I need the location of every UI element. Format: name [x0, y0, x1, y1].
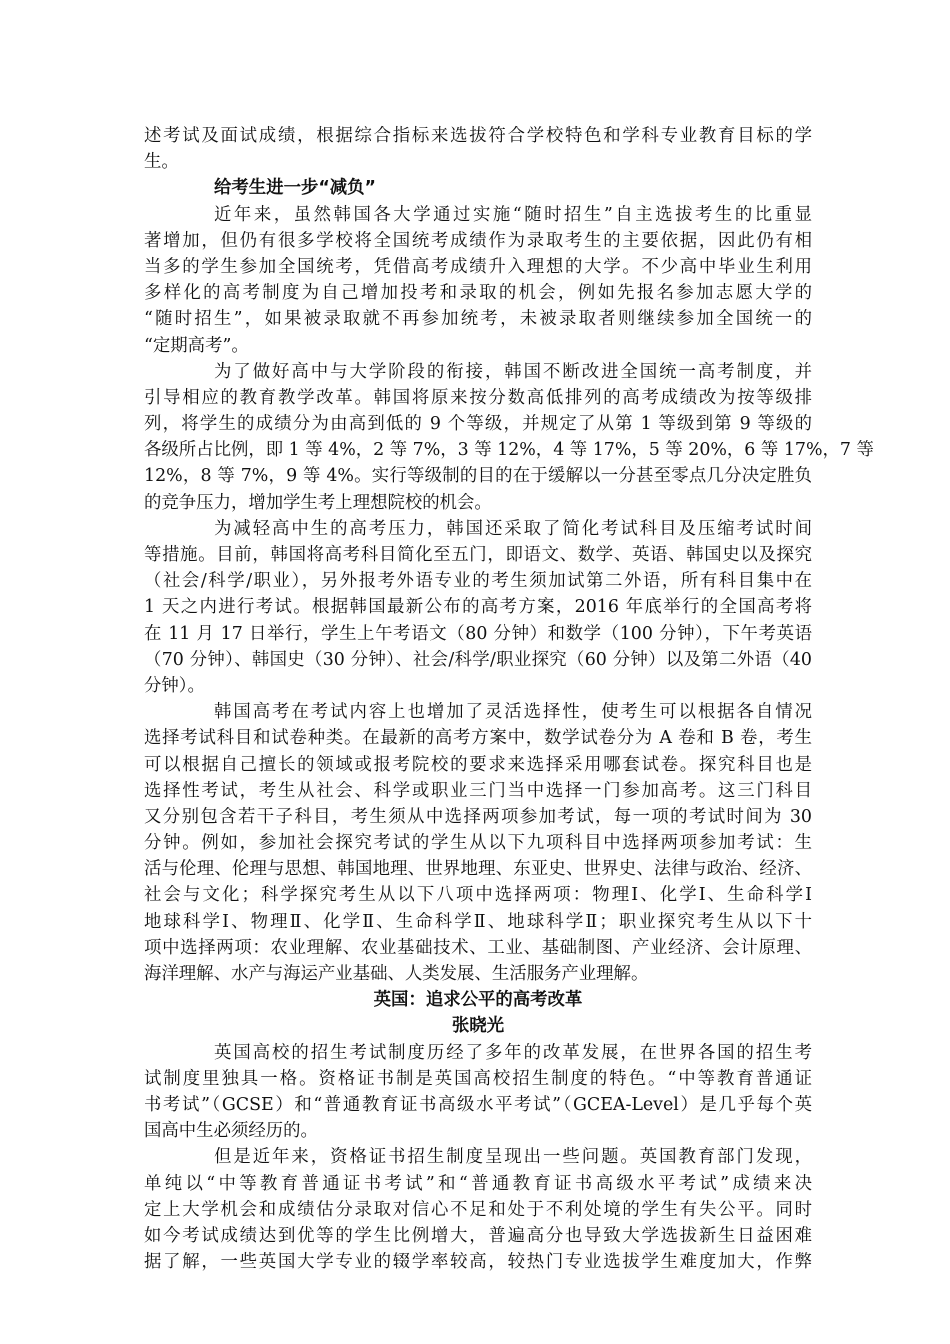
- paragraph-line: 多样化的高考制度为自己增加投考和录取的机会，例如先报名参加志愿大学的: [144, 283, 812, 304]
- paragraph-line: 项中选择两项：农业理解、农业基础技术、工业、基础制图、产业经济、会计原理、: [144, 937, 812, 958]
- paragraph-line: 等措施。目前，韩国将高考科目简化至五门，即语文、数学、英语、韩国史以及探究: [144, 545, 812, 565]
- paragraph-line: 如今考试成绩达到优等的学生比例增大，普遍高分也导致大学选拔新生日益困难: [144, 1225, 812, 1246]
- paragraph-line: 试制度里独具一格。资格证书制是英国高校招生制度的特色。“中等教育普通证: [144, 1068, 812, 1089]
- paragraph-line: 社会与文化；科学探究考生从以下八项中选择两项：物理Ⅰ、化学Ⅰ、生命科学Ⅰ: [144, 885, 812, 906]
- paragraph-line: 选择性考试，考生从社会、科学或职业三门当中选择一门参加高考。这三门科目: [144, 780, 812, 801]
- paragraph-line: 单纯以“中等教育普通证书考试”和“普通教育证书高级水平考试”成绩来决: [144, 1173, 812, 1194]
- paragraph: [144, 699, 812, 987]
- paragraph-line: 为减轻高中生的高考压力，韩国还采取了简化考试科目及压缩考试时间: [214, 518, 812, 539]
- paragraph: [144, 123, 812, 175]
- paragraph-line: 述考试及面试成绩，根据综合指标来选拔符合学校特色和学科专业教育目标的学: [144, 126, 812, 146]
- paragraph-line: 国高中生必须经历的。: [144, 1121, 318, 1142]
- paragraph: [144, 1144, 812, 1275]
- paragraph-line: 英国高校的招生考试制度历经了多年的改革发展，在世界各国的招生考: [214, 1042, 812, 1063]
- section-heading: 英国：追求公平的高考改革: [373, 990, 583, 1011]
- paragraph-line: 海洋理解、水产与海运产业基础、人类发展、生活服务产业理解。: [144, 964, 649, 984]
- paragraph-line: 又分别包含若干子科目，考生须从中选择两项参加考试，每一项的考试时间为 30: [144, 806, 812, 827]
- paragraph-line: 当多的学生参加全国统考，凭借高考成绩升入理想的大学。不少高中毕业生利用: [144, 256, 812, 277]
- paragraph-line: 选择考试科目和试卷种类。在最新的高考方案中，数学试卷分为 A 卷和 B 卷，考生: [144, 728, 812, 749]
- paragraph-line: 生。: [144, 152, 179, 173]
- paragraph-line: 分钟。例如，参加社会探究考试的学生从以下九项科目中选择两项参加考试：生: [144, 833, 812, 854]
- paragraph-line: 近年来，虽然韩国各大学通过实施“随时招生”自主选拔考生的比重显: [214, 204, 812, 225]
- document-page: [144, 123, 874, 1275]
- paragraph-line: “定期高考”。: [144, 335, 249, 356]
- paragraph: [144, 202, 812, 359]
- paragraph-line: （社会/科学/职业），另外报考外语专业的考生须加试第二外语，所有科目集中在: [144, 571, 812, 592]
- section-heading: 张晓光: [451, 1016, 505, 1037]
- paragraph-line: 列，将学生的成绩分为由高到低的 9 个等级，并规定了从第 1 等级到第 9 等级的: [144, 414, 812, 435]
- paragraph-line: “随时招生”，如果被录取就不再参加统考，未被录取者则继续参加全国统一的: [144, 309, 812, 330]
- paragraph-line: 的竞争压力，增加学生考上理想院校的机会。: [144, 492, 492, 513]
- paragraph-line: 各级所占比例，即 1 等 4%，2 等 7%，3 等 12%，4 等 17%，5 等 20%，6 等 17%，7 等: [144, 440, 874, 461]
- paragraph-line: 为了做好高中与大学阶段的衔接，韩国不断改进全国统一高考制度，并: [214, 361, 812, 382]
- paragraph-line: 韩国高考在考试内容上也增加了灵活选择性，使考生可以根据各自情况: [214, 702, 812, 723]
- paragraph-line: 分钟）。: [144, 675, 205, 696]
- paragraph-line: 著增加，但仍有很多学校将全国统考成绩作为录取考生的主要依据，因此仍有相: [144, 230, 812, 251]
- paragraph-line: 12%，8 等 7%，9 等 4%。实行等级制的目的在于缓解以一分甚至零点几分决定胜负: [144, 466, 812, 487]
- paragraph: [144, 1040, 812, 1145]
- paragraph-line: 地球科学Ⅰ、物理Ⅱ、化学Ⅱ、生命科学Ⅱ、地球科学Ⅱ；职业探究考生从以下十: [144, 911, 812, 932]
- paragraph-line: 据了解，一些英国大学专业的辍学率较高，较热门专业选拔学生难度加大，作弊: [144, 1252, 812, 1273]
- paragraph: [144, 359, 874, 516]
- paragraph-line: 活与伦理、伦理与思想、韩国地理、世界地理、东亚史、世界史、法律与政治、经济、: [144, 859, 812, 880]
- paragraph-line: 在 11 月 17 日举行，学生上午考语文（80 分钟）和数学（100 分钟），下午考英语: [144, 623, 812, 644]
- paragraph-line: （70 分钟）、韩国史（30 分钟）、社会/科学/职业探究（60 分钟）以及第二外语（40: [144, 649, 812, 670]
- paragraph-line: 1 天之内进行考试。根据韩国最新公布的高考方案，2016 年底举行的全国高考将: [144, 597, 812, 618]
- paragraph-line: 书考试”（GCSE）和“普通教育证书高级水平考试”（GCEA-Level）是几乎每个英: [144, 1094, 812, 1115]
- paragraph: [144, 516, 812, 699]
- paragraph-line: 但是近年来，资格证书招生制度呈现出一些问题。英国教育部门发现，: [214, 1147, 812, 1168]
- section-heading: 给考生进一步“减负”: [214, 178, 376, 199]
- paragraph-line: 引导相应的教育教学改革。韩国将原来按分数高低排列的高考成绩改为按等级排: [144, 387, 812, 408]
- paragraph-line: 可以根据自己擅长的领域或报考院校的要求来选择采用哪套试卷。探究科目也是: [144, 754, 812, 775]
- paragraph-line: 定上大学机会和成绩估分录取对信心不足和处于不利处境的学生有失公平。同时: [144, 1199, 812, 1220]
